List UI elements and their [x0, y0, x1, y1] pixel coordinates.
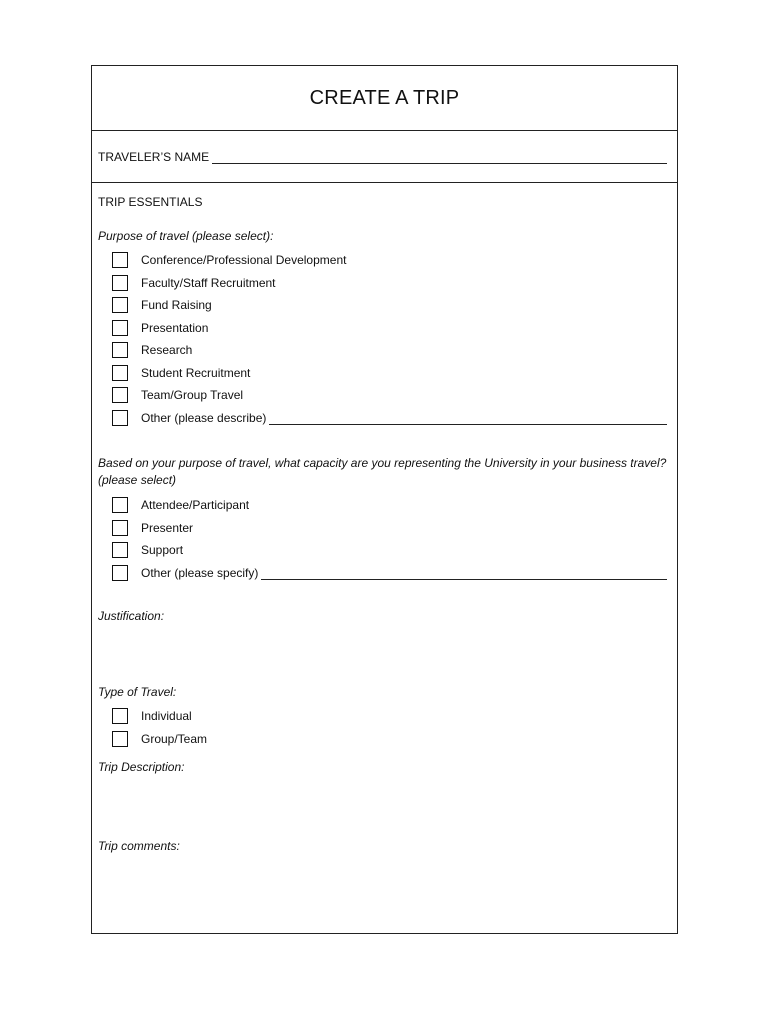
type-of-travel-question: Type of Travel:: [98, 685, 177, 699]
checkbox[interactable]: [112, 410, 128, 426]
travel-type-option-individual[interactable]: [98, 705, 667, 728]
option-label: Other (please describe): [141, 410, 267, 425]
option-label: Other (please specify): [141, 565, 259, 580]
capacity-option-support[interactable]: [98, 539, 667, 562]
option-label: Fund Raising: [141, 298, 212, 313]
trip-description-label: Trip Description:: [98, 760, 185, 774]
option-label: Conference/Professional Development: [141, 253, 347, 268]
checkbox[interactable]: [112, 520, 128, 536]
option-label: Faculty/Staff Recruitment: [141, 275, 276, 290]
checkbox[interactable]: [112, 731, 128, 747]
checkbox[interactable]: [112, 365, 128, 381]
capacity-option-other[interactable]: [98, 562, 667, 585]
trip-essentials-section: [92, 194, 677, 914]
purpose-question: Purpose of travel (please select):: [98, 229, 274, 243]
checkbox[interactable]: [112, 542, 128, 558]
purpose-option-conference[interactable]: [98, 249, 667, 272]
capacity-option-presenter[interactable]: [98, 517, 667, 540]
purpose-option-team-travel[interactable]: [98, 384, 667, 407]
purpose-option-presentation[interactable]: [98, 317, 667, 340]
create-trip-form: [91, 65, 678, 934]
trip-comments-label: Trip comments:: [98, 839, 180, 853]
purpose-option-research[interactable]: [98, 339, 667, 362]
purpose-option-faculty-recruitment[interactable]: [98, 272, 667, 295]
type-of-travel-options: [98, 705, 667, 750]
capacity-other-specify-field[interactable]: [261, 569, 667, 580]
traveler-name-label: TRAVELER’S NAME: [98, 149, 210, 164]
capacity-question: Based on your purpose of travel, what capacity are you representing the University in your business travel? (please select): [98, 456, 667, 487]
checkbox[interactable]: [112, 275, 128, 291]
checkbox[interactable]: [112, 320, 128, 336]
option-label: Group/Team: [141, 731, 208, 746]
purpose-option-student-recruitment[interactable]: [98, 362, 667, 385]
purpose-options: [98, 249, 667, 429]
checkbox[interactable]: [112, 708, 128, 724]
option-label: Individual: [141, 709, 192, 724]
option-label: Research: [141, 343, 193, 358]
form-title: CREATE A TRIP: [309, 86, 460, 109]
justification-field[interactable]: [98, 624, 667, 684]
capacity-option-attendee[interactable]: [98, 494, 667, 517]
checkbox[interactable]: [112, 497, 128, 513]
option-label: Attendee/Participant: [141, 498, 250, 513]
checkbox[interactable]: [112, 342, 128, 358]
travel-type-option-group-team[interactable]: [98, 728, 667, 751]
justification-label: Justification:: [98, 609, 165, 623]
purpose-other-description-field[interactable]: [269, 414, 667, 425]
option-label: Support: [141, 543, 184, 558]
capacity-options: [98, 494, 667, 584]
option-label: Presenter: [141, 520, 194, 535]
purpose-option-other[interactable]: [98, 407, 667, 430]
trip-comments-field[interactable]: [98, 854, 667, 914]
purpose-option-fund-raising[interactable]: [98, 294, 667, 317]
checkbox[interactable]: [112, 252, 128, 268]
checkbox[interactable]: [112, 565, 128, 581]
option-label: Team/Group Travel: [141, 388, 244, 403]
trip-description-field[interactable]: [98, 775, 667, 838]
traveler-name-field[interactable]: [212, 153, 667, 164]
checkbox[interactable]: [112, 297, 128, 313]
form-title-row: [92, 66, 677, 131]
trip-essentials-heading: TRIP ESSENTIALS: [98, 195, 203, 209]
option-label: Presentation: [141, 320, 209, 335]
checkbox[interactable]: [112, 387, 128, 403]
traveler-name-row: [92, 131, 677, 183]
option-label: Student Recruitment: [141, 365, 251, 380]
